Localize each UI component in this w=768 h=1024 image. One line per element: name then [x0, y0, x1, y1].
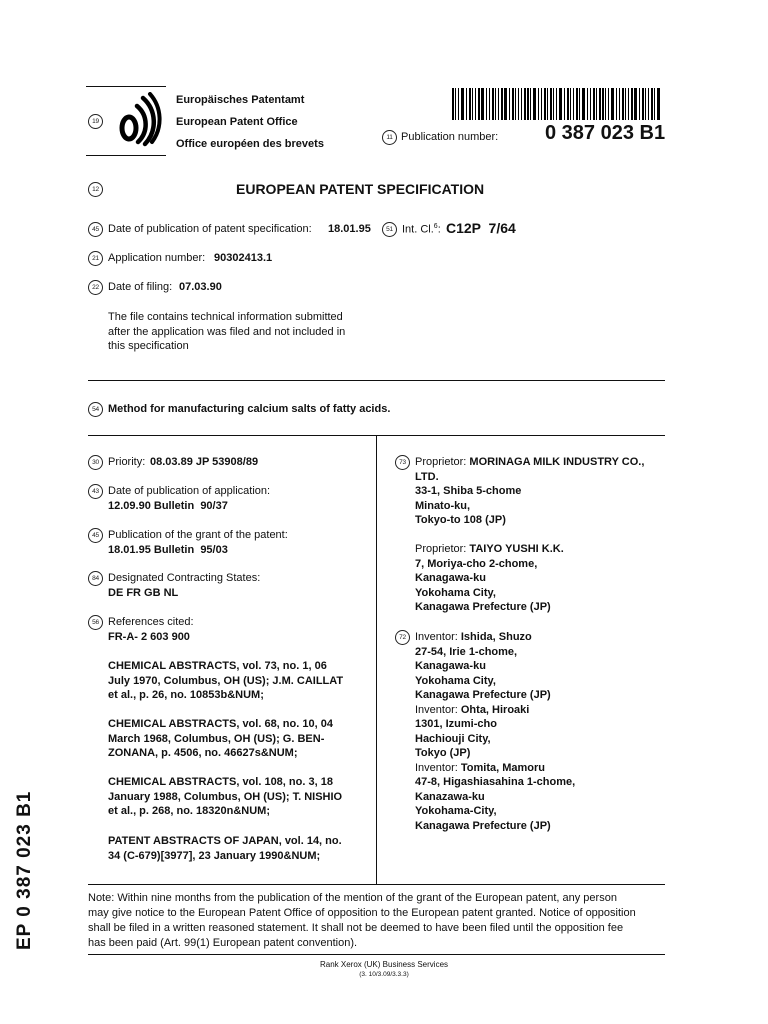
inid-code: 72	[395, 630, 410, 645]
epo-logo-icon	[112, 92, 164, 150]
barcode-bar	[541, 88, 542, 120]
publication-number-label: Publication number:	[401, 131, 499, 143]
inid-code: 12	[88, 182, 103, 197]
barcode-bar	[452, 88, 454, 120]
barcode-bar	[628, 88, 629, 120]
filing-date-label: Date of filing:	[108, 281, 173, 293]
inid-code: 51	[382, 222, 397, 237]
office-name-en: European Patent Office	[176, 116, 298, 128]
print-code: (3. 10/3.09/3.3.3)	[359, 971, 409, 978]
divider	[88, 954, 665, 955]
designated-states: Designated Contracting States: DE FR GB NL	[108, 572, 261, 599]
proprietor-1: Proprietor: MORINAGA MILK INDUSTRY CO., LTD. 33-1, Shiba 5-chome Minato-ku, Tokyo-to 108 (JP)	[415, 456, 645, 526]
inid-code: 73	[395, 455, 410, 470]
inid-code: 11	[382, 130, 397, 145]
barcode-bar	[625, 88, 626, 120]
inventors: Inventor: Ishida, Shuzo 27-54, Irie 1-chome, Kanagawa-ku Yokohama City, Kanagawa Prefecture (JP) Inventor: Ohta, Hiroaki 1301, Izumi-cho Hachiouji City, Tokyo (JP) Inventor: Tomita, Mamoru 47-8, Higashiasahina 1-chome, Kanazawa-ku Yokohama-City, Kanagawa Prefecture (JP)	[415, 631, 576, 832]
reference-item: PATENT ABSTRACTS OF JAPAN, vol. 14, no. 34 (C-679)[3977], 23 January 1990&NUM;	[108, 835, 342, 862]
barcode-bar	[570, 88, 571, 120]
barcode-bar	[651, 88, 653, 120]
barcode	[452, 88, 664, 120]
barcode-bar	[475, 88, 476, 120]
office-name-de: Europäisches Patentamt	[176, 94, 305, 106]
file-note: The file contains technical information submitted after the application was filed and not included in this specification	[108, 311, 346, 352]
barcode-bar	[590, 88, 591, 120]
header-top-rule	[86, 86, 166, 87]
barcode-bar	[498, 88, 499, 120]
barcode-bar	[527, 88, 529, 120]
barcode-bar	[573, 88, 574, 120]
priority-value: 08.03.89 JP 53908/89	[150, 456, 259, 468]
barcode-bar	[550, 88, 552, 120]
barcode-bar	[544, 88, 546, 120]
barcode-bar	[501, 88, 503, 120]
int-cl-value: C12P 7/64	[446, 220, 516, 236]
barcode-bar	[481, 88, 484, 120]
barcode-bar	[576, 88, 578, 120]
barcode-bar	[492, 88, 494, 120]
pub-date-label: Date of publication of patent specification:	[108, 223, 312, 235]
barcode-bar	[639, 88, 640, 120]
barcode-bar	[524, 88, 526, 120]
barcode-bar	[648, 88, 649, 120]
barcode-bar	[521, 88, 522, 120]
barcode-bar	[608, 88, 609, 120]
divider	[88, 884, 665, 885]
barcode-bar	[518, 88, 519, 120]
inid-code: 22	[88, 280, 103, 295]
barcode-bar	[504, 88, 507, 120]
barcode-bar	[553, 88, 554, 120]
barcode-bar	[478, 88, 480, 120]
barcode-bar	[631, 88, 633, 120]
priority-label: Priority:	[108, 456, 146, 468]
column-divider	[376, 436, 377, 884]
side-publication-id: EP 0 387 023 B1	[14, 790, 35, 950]
int-cl-label: Int. Cl.$^6$:	[402, 223, 441, 236]
inid-code: 21	[88, 251, 103, 266]
barcode-bar	[657, 88, 660, 120]
barcode-bar	[645, 88, 646, 120]
barcode-bar	[611, 88, 614, 120]
pub-date-value: 18.01.95	[328, 223, 371, 235]
reference-item: CHEMICAL ABSTRACTS, vol. 68, no. 10, 04 March 1968, Columbus, OH (US); G. BEN- ZONANA, p. 4506, no. 46627s&NUM;	[108, 718, 333, 759]
barcode-bar	[559, 88, 562, 120]
barcode-bar	[489, 88, 490, 120]
barcode-bar	[556, 88, 557, 120]
barcode-bar	[654, 88, 655, 120]
barcode-bar	[579, 88, 580, 120]
barcode-bar	[564, 88, 565, 120]
barcode-bar	[622, 88, 624, 120]
header-bottom-rule	[86, 155, 166, 156]
proprietor-2: Proprietor: TAIYO YUSHI K.K. 7, Moriya-cho 2-chome, Kanagawa-ku Yokohama City, Kanagawa Prefecture (JP)	[415, 543, 564, 613]
barcode-bar	[466, 88, 467, 120]
barcode-bar	[495, 88, 496, 120]
barcode-bar	[469, 88, 471, 120]
barcode-bar	[593, 88, 595, 120]
inid-code: 56	[88, 615, 103, 630]
barcode-bar	[472, 88, 473, 120]
barcode-bar	[605, 88, 606, 120]
printer-credit: Rank Xerox (UK) Business Services	[319, 960, 449, 969]
barcode-bar	[533, 88, 536, 120]
grant-publication: Publication of the grant of the patent: 18.01.95 Bulletin 95/03	[108, 529, 288, 556]
reference-item: CHEMICAL ABSTRACTS, vol. 73, no. 1, 06 July 1970, Columbus, OH (US); J.M. CAILLAT et al., p. 26, no. 10853b&NUM;	[108, 660, 344, 701]
filing-date-value: 07.03.90	[179, 281, 222, 293]
application-number-label: Application number:	[108, 252, 206, 264]
office-name-fr: Office européen des brevets	[176, 138, 324, 150]
application-number-value: 90302413.1	[214, 252, 273, 264]
inid-code: 30	[88, 455, 103, 470]
barcode-bar	[458, 88, 459, 120]
barcode-bar	[616, 88, 617, 120]
barcode-bar	[602, 88, 604, 120]
barcode-bar	[619, 88, 620, 120]
barcode-bar	[509, 88, 510, 120]
inid-code: 45	[88, 528, 103, 543]
references-cited: References cited: FR-A- 2 603 900	[108, 616, 194, 643]
barcode-bar	[486, 88, 487, 120]
inid-code: 54	[88, 402, 103, 417]
opposition-note: Note: Within nine months from the publication of the mention of the grant of the European patent, any person may give notice to the European Patent Office of opposition to the European patent granted. Notice of opposition shall be filed in a written reasoned statement. It shall not be deemed to have been filed until the opposition fee has been paid (Art. 99(1) European patent convention).	[88, 892, 636, 949]
barcode-bar	[596, 88, 597, 120]
divider	[88, 380, 665, 381]
barcode-bar	[547, 88, 548, 120]
document-type-title: EUROPEAN PATENT SPECIFICATION	[236, 181, 485, 197]
inid-code: 43	[88, 484, 103, 499]
barcode-bar	[515, 88, 516, 120]
barcode-bar	[538, 88, 539, 120]
barcode-bar	[634, 88, 637, 120]
reference-item: CHEMICAL ABSTRACTS, vol. 108, no. 3, 18 January 1988, Columbus, OH (US); T. NISHIO et al., p. 268, no. 18320n&NUM;	[108, 776, 343, 817]
barcode-bar	[530, 88, 531, 120]
barcode-bar	[455, 88, 456, 120]
publication-number: 0 387 023 B1	[545, 122, 666, 144]
inid-code: 19	[88, 114, 103, 129]
invention-title: Method for manufacturing calcium salts of fatty acids.	[108, 403, 391, 415]
barcode-bar	[642, 88, 644, 120]
barcode-bar	[567, 88, 569, 120]
barcode-bar	[599, 88, 601, 120]
barcode-bar	[512, 88, 514, 120]
pub-application: Date of publication of application: 12.09.90 Bulletin 90/37	[108, 485, 271, 512]
barcode-bar	[582, 88, 585, 120]
inid-code: 45	[88, 222, 103, 237]
barcode-bar	[587, 88, 588, 120]
barcode-bar	[461, 88, 464, 120]
inid-code: 84	[88, 571, 103, 586]
